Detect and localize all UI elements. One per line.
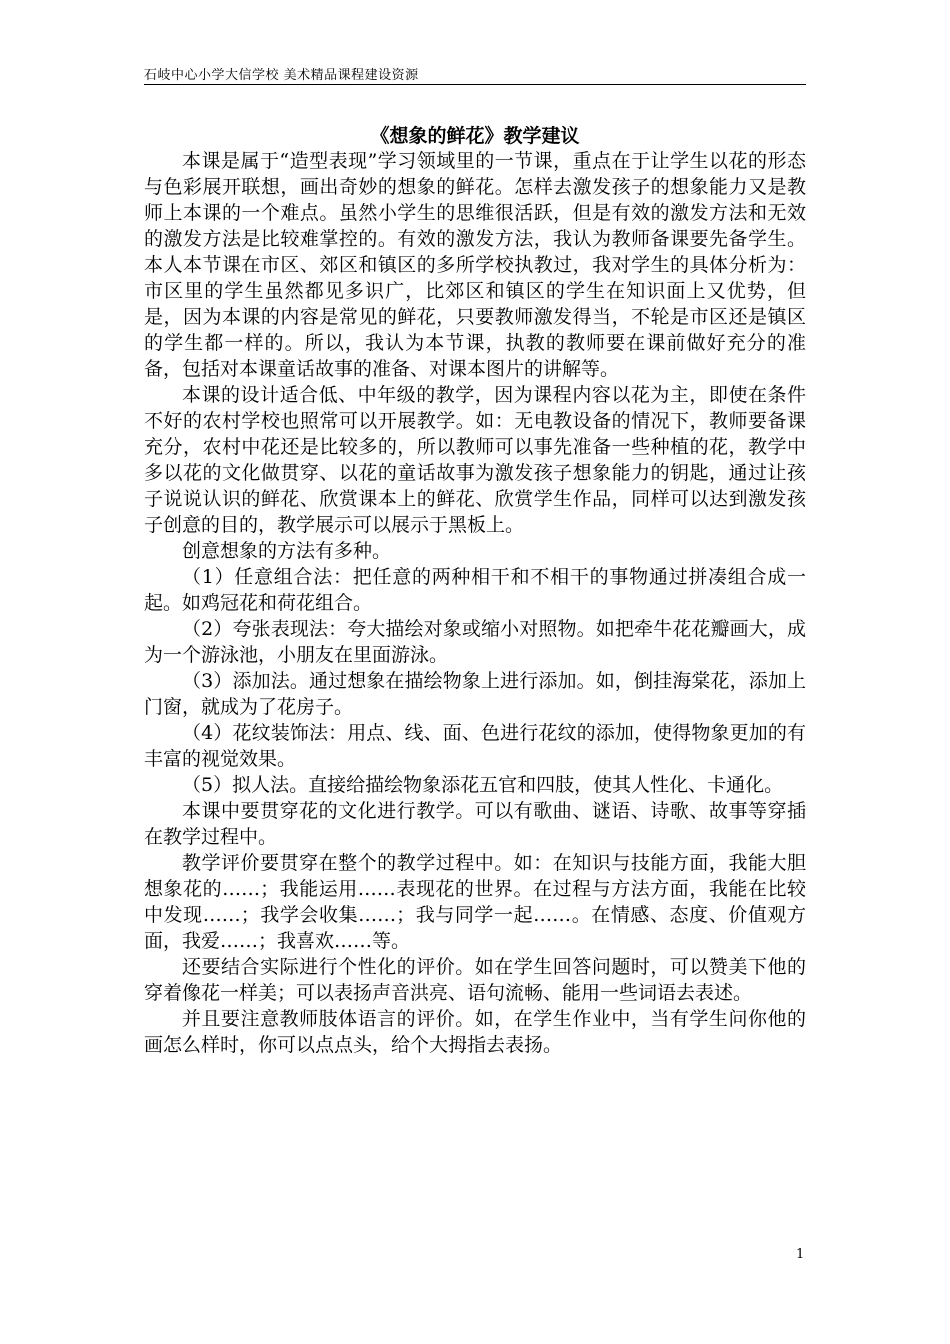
document-title: 《想象的鲜花》教学建议 xyxy=(370,125,580,147)
paragraph-method-2: （2）夸张表现法：夸大描绘对象或缩小对照物。如把牵牛花花瓣画大，成为一个游泳池，小朋友在里面游泳。 xyxy=(144,618,806,666)
paragraph-methods-intro: 创意想象的方法有多种。 xyxy=(182,540,392,562)
paragraph-body-language: 并且要注意教师肢体语言的评价。如，在学生作业中，当有学生问你他的画怎么样时，你可以点点头，给个大拇指去表扬。 xyxy=(144,1008,806,1056)
paragraph-culture: 本课中要贯穿花的文化进行教学。可以有歌曲、谜语、诗歌、故事等穿插在教学过程中。 xyxy=(144,800,806,848)
paragraph-intro: 本课是属于“造型表现”学习领域里的一节课，重点在于让学生以花的形态与色彩展开联想，画出奇妙的想象的鲜花。怎样去激发孩子的想象能力又是教师上本课的一个难点。虽然小学生的思维很活跃，但是有效的激发方法和无效的激发方法是比较难掌控的。有效的激发方法，我认为教师备课要先备学生。本人本节课在市区、郊区和镇区的多所学校执教过，我对学生的具体分析为：市区里的学生虽然都见多识广，比郊区和镇区的学生在知识面上又优势，但是，因为本课的内容是常见的鲜花，只要教师激发得当，不轮是市区还是镇区的学生都一样的。所以，我认为本节课，执教的教师要在课前做好充分的准备，包括对本课童话故事的准备、对课本图片的讲解等。 xyxy=(144,150,806,380)
paragraph-design: 本课的设计适合低、中年级的教学，因为课程内容以花为主，即使在条件不好的农村学校也照常可以开展教学。如：无电教设备的情况下，教师要备课充分，农村中花还是比较多的，所以教师可以事先准备一些种植的花，教学中多以花的文化做贯穿、以花的童话故事为激发孩子想象能力的钥匙，通过让孩子说说认识的鲜花、欣赏课本上的鲜花、欣赏学生作品，同样可以达到激发孩子创意的目的，教学展示可以展示于黑板上。 xyxy=(144,384,806,536)
page-number: 1 xyxy=(796,1247,805,1262)
paragraph-method-5: （5）拟人法。直接给描绘物象添花五官和四肢，使其人性化、卡通化。 xyxy=(182,774,784,796)
paragraph-evaluation: 教学评价要贯穿在整个的教学过程中。如：在知识与技能方面，我能大胆想象花的……；我能运用……表现花的世界。在过程与方法方面，我能在比较中发现……；我学会收集……；我与同学一起……。在情感、态度、价值观方面，我爱……；我喜欢……等。 xyxy=(144,852,806,952)
paragraph-method-4: （4）花纹装饰法：用点、线、面、色进行花纹的添加，使得物象更加的有丰富的视觉效果。 xyxy=(144,722,806,770)
header-text: 石岐中心小学大信学校 美术精品课程建设资源 xyxy=(144,68,419,83)
paragraph-individual-evaluation: 还要结合实际进行个性化的评价。如在学生回答问题时，可以赞美下他的穿着像花一样美；可以表扬声音洪亮、语句流畅、能用一些词语去表述。 xyxy=(144,956,806,1004)
paragraph-method-1: （1）任意组合法：把任意的两种相干和不相干的事物通过拼凑组合成一起。如鸡冠花和荷花组合。 xyxy=(144,566,806,614)
document-body xyxy=(144,148,806,1058)
paragraph-method-3: （3）添加法。通过想象在描绘物象上进行添加。如，倒挂海棠花，添加上门窗，就成为了花房子。 xyxy=(144,670,806,718)
page-header xyxy=(144,60,806,85)
